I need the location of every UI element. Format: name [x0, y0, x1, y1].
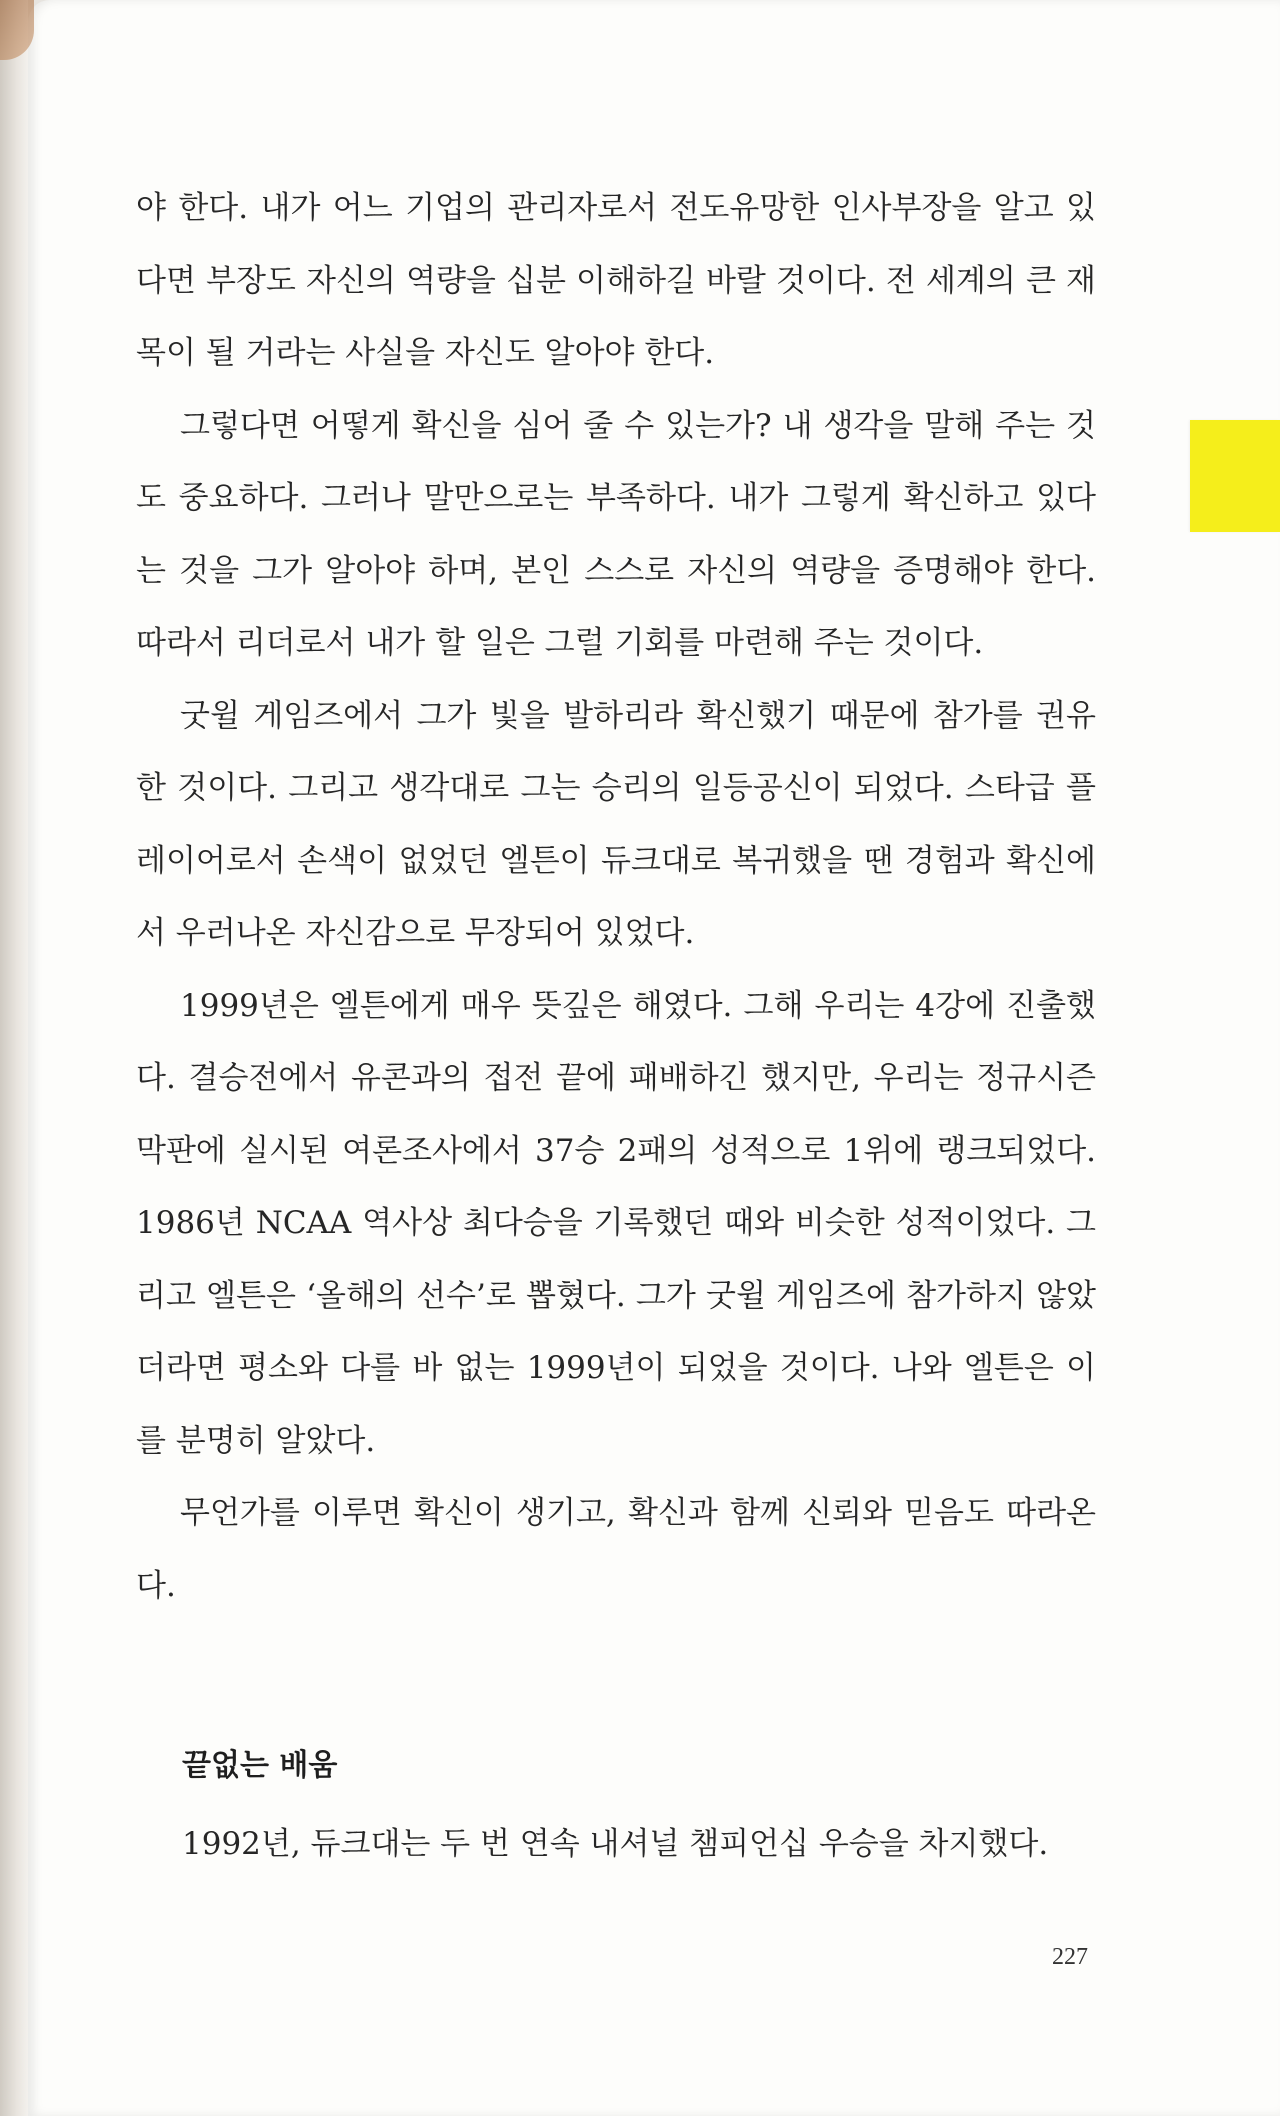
body-text — [136, 172, 1096, 1622]
paragraph-2: 그렇다면 어떻게 확신을 심어 줄 수 있는가? 내 생각을 말해 주는 것도 중요하다. 그러나 말만으로는 부족하다. 내가 그렇게 확신하고 있다는 것을 그가 알아야 하며, 본인 스스로 자신의 역량을 증명해야 한다. 따라서 리더로서 내가 할 일은 그럴 기회를 마련해 주는 것이다. — [136, 407, 1096, 661]
section-heading: 끝없는 배움 — [182, 1748, 338, 1783]
paragraph-5: 무언가를 이루면 확신이 생기고, 확신과 함께 신뢰와 믿음도 따라온다. — [136, 1495, 1096, 1604]
page-binding-edge — [0, 0, 28, 2116]
paragraph-4: 1999년은 엘튼에게 매우 뜻깊은 해였다. 그해 우리는 4강에 진출했다. 결승전에서 유콘과의 접전 끝에 패배하긴 했지만, 우리는 정규시즌 막판에 실시된 여론조사에서 37승 2패의 성적으로 1위에 랭크되었다. 1986년 NCAA 역사상 최다승을 기록했던 때와 비슷한 성적이었다. 그리고 엘튼은 ‘올해의 선수’로 뽑혔다. 그가 굿윌 게임즈에 참가하지 않았더라면 평소와 다를 바 없는 1999년이 되었을 것이다. 나와 엘튼은 이를 분명히 알았다. — [136, 987, 1096, 1459]
paragraph-1: 야 한다. 내가 어느 기업의 관리자로서 전도유망한 인사부장을 알고 있다면 부장도 자신의 역량을 십분 이해하길 바랄 것이다. 전 세계의 큰 재목이 될 거라는 사실을 자신도 알아야 한다. — [136, 190, 1096, 371]
page-number: 227 — [1052, 1944, 1088, 1970]
section-first-line: 1992년, 듀크대는 두 번 연속 내셔널 챔피언십 우승을 차지했다. — [182, 1826, 1049, 1862]
yellow-sticky-note — [1190, 420, 1280, 532]
paragraph-3: 굿윌 게임즈에서 그가 빛을 발하리라 확신했기 때문에 참가를 권유한 것이다. 그리고 생각대로 그는 승리의 일등공신이 되었다. 스타급 플레이어로서 손색이 없었던 엘튼이 듀크대로 복귀했을 땐 경험과 확신에서 우러나온 자신감으로 무장되어 있었다. — [136, 697, 1096, 951]
